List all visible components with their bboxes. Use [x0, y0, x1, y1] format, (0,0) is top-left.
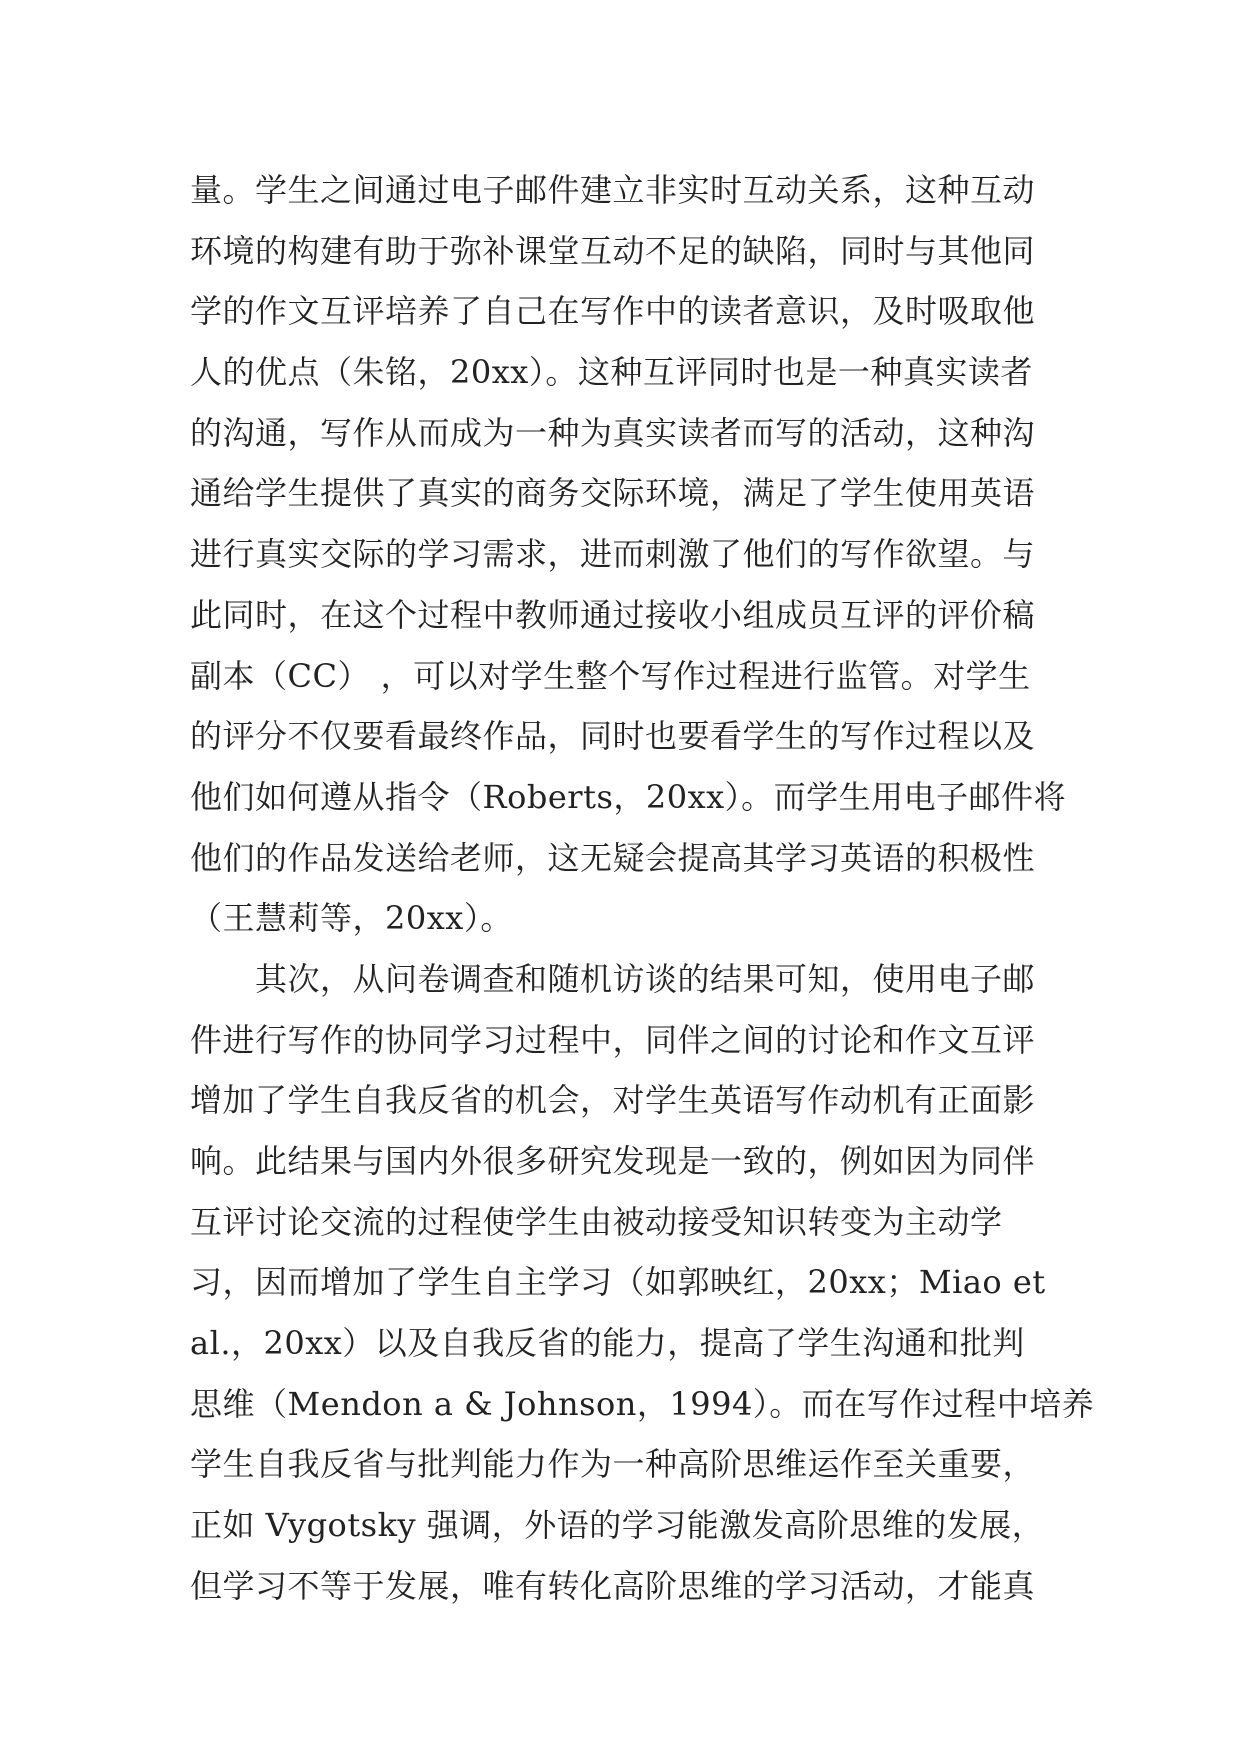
text-line: 量。学生之间通过电子邮件建立非实时互动关系，这种互动: [190, 171, 1036, 209]
paragraph-start-line: 其次，从问卷调查和随机访谈的结果可知，使用电子邮: [190, 959, 1036, 998]
text-line: 思维（Mendon a & Johnson，1994）。而在写作过程中培养: [190, 1384, 1095, 1423]
text-line: 进行真实交际的学习需求，进而刺激了他们的写作欲望。与: [190, 535, 1036, 574]
text-line: （王慧莉等，20xx）。: [190, 899, 513, 938]
text-line: 学的作文互评培养了自己在写作中的读者意识，及时吸取他: [190, 292, 1036, 331]
text-line: 他们如何遵从指令（Roberts，20xx）。而学生用电子邮件将: [190, 777, 1067, 816]
text-line: 响。此结果与国内外很多研究发现是一致的，例如因为同伴: [190, 1142, 1036, 1180]
text-line: 件进行写作的协同学习过程中，同伴之间的讨论和作文互评: [190, 1020, 1036, 1059]
text-line: 的沟通，写作从而成为一种为真实读者而写的活动，这种沟: [190, 413, 1036, 452]
text-line: 互评讨论交流的过程使学生由被动接受知识转变为主动学: [190, 1202, 1003, 1241]
text-line: 副本（CC） ，可以对学生整个写作过程进行监管。对学生: [190, 656, 1031, 695]
text-line: 他们的作品发送给老师，这无疑会提高其学习英语的积极性: [190, 838, 1036, 877]
text-line: 增加了学生自我反省的机会，对学生英语写作动机有正面影: [190, 1081, 1036, 1120]
text-line: 的评分不仅要看最终作品，同时也要看学生的写作过程以及: [190, 717, 1036, 756]
text-line: 通给学生提供了真实的商务交际环境，满足了学生使用英语: [190, 474, 1036, 513]
text-line: 环境的构建有助于弥补课堂互动不足的缺陷，同时与其他同: [190, 231, 1036, 270]
text-line: 人的优点（朱铭，20xx）。这种互评同时也是一种真实读者: [190, 353, 1033, 392]
text-line: 此同时，在这个过程中教师通过接收小组成员互评的评价稿: [190, 595, 1036, 634]
text-line: 但学习不等于发展，唯有转化高阶思维的学习活动，才能真: [190, 1566, 1036, 1605]
text-line: 正如 Vygotsky 强调，外语的学习能激发高阶思维的发展，: [190, 1506, 1045, 1545]
text-line: 习，因而增加了学生自主学习（如郭映红，20xx；Miao et: [190, 1263, 1046, 1302]
text-line: 学生自我反省与批判能力作为一种高阶思维运作至关重要，: [190, 1445, 1036, 1484]
text-line: al.，20xx）以及自我反省的能力，提高了学生沟通和批判: [190, 1324, 1025, 1363]
body-text: [190, 160, 1095, 1617]
